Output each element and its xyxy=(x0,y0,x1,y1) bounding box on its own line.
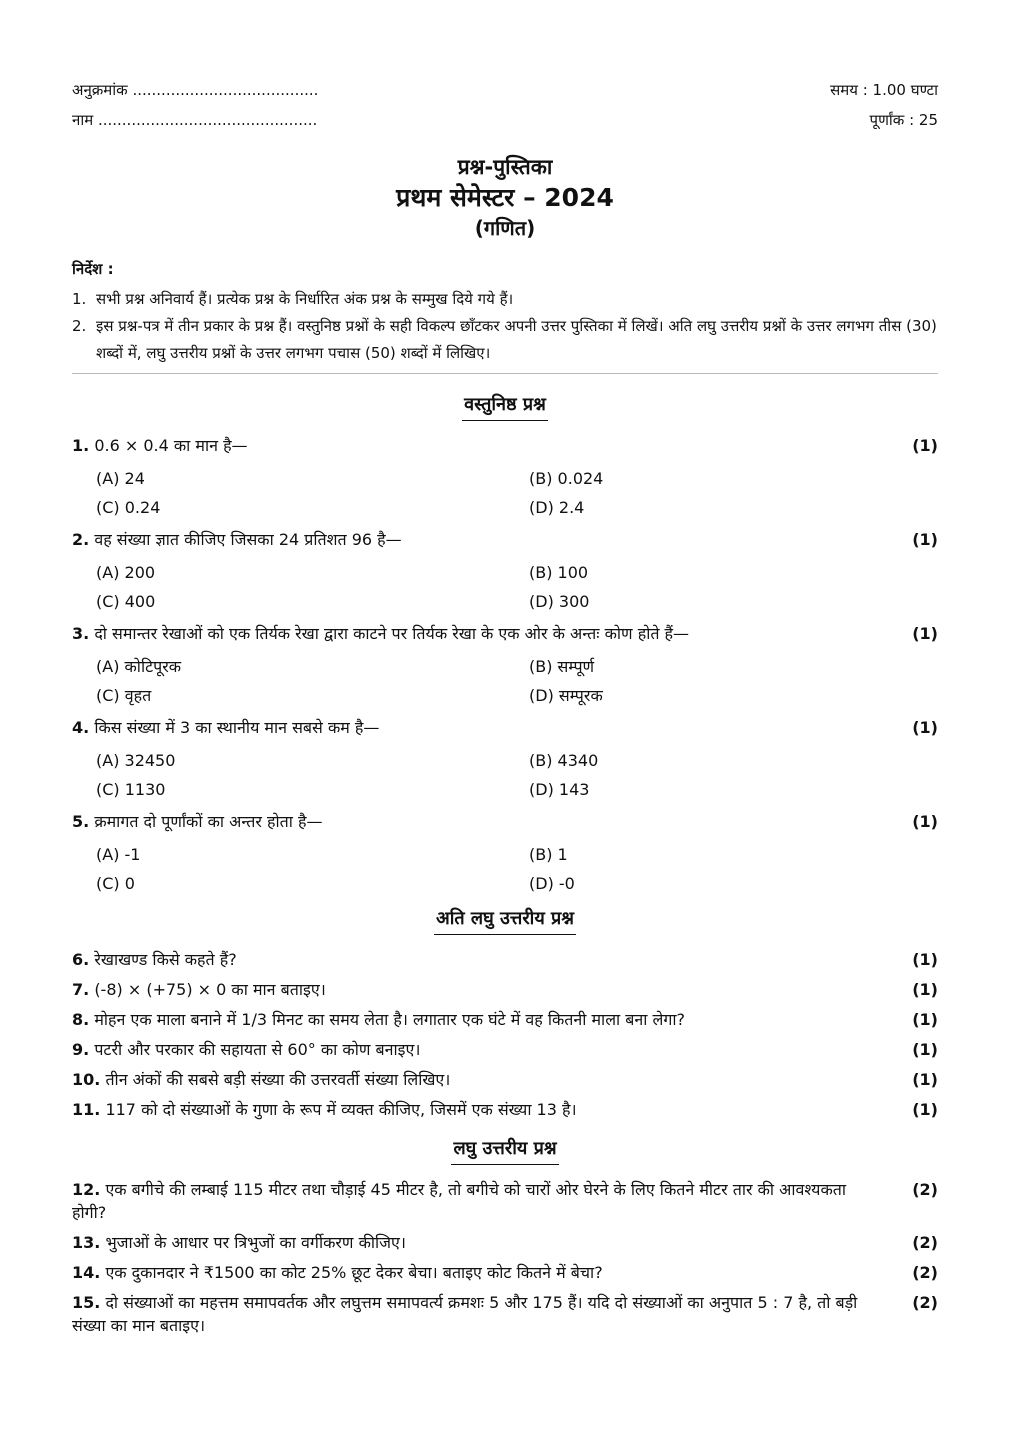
divider xyxy=(72,373,938,374)
question-number: 5. xyxy=(72,812,90,831)
question xyxy=(72,1261,938,1284)
instruction-item xyxy=(72,286,938,313)
question xyxy=(72,528,938,551)
question-marks: (1) xyxy=(912,1070,938,1089)
question-text: वह संख्या ज्ञात कीजिए जिसका 24 प्रतिशत 96 है— xyxy=(94,530,402,549)
question-marks: (1) xyxy=(912,718,938,737)
question-number: 9. xyxy=(72,1040,90,1059)
question-text: क्रमागत दो पूर्णांकों का अन्तर होता है— xyxy=(94,812,323,831)
option: (A) कोटिपूरक xyxy=(96,657,182,676)
instruction-text: सभी प्रश्न अनिवार्य हैं। प्रत्येक प्रश्न के निर्धारित अंक प्रश्न के सम्मुख दिये गये हैं। xyxy=(96,290,514,308)
question-text: एक बगीचे की लम्बाई 115 मीटर तथा चौड़ाई 45 मीटर है, तो बगीचे को चारों ओर घेरने के लिए कितने मीटर तार की आवश्यकता होगी? xyxy=(72,1180,847,1222)
option: (A) 24 xyxy=(96,469,145,488)
question xyxy=(72,1038,938,1061)
question-text: 0.6 × 0.4 का मान है— xyxy=(94,436,248,455)
question xyxy=(72,1008,938,1031)
total-marks-label: पूर्णांक : 25 xyxy=(869,111,938,129)
option: (B) सम्पूर्ण xyxy=(529,657,595,676)
option: (A) 200 xyxy=(96,563,156,582)
question-number: 7. xyxy=(72,980,90,999)
question-text: मोहन एक माला बनाने में 1/3 मिनट का समय लेता है। लगातार एक घंटे में वह कितनी माला बना लेगा? xyxy=(94,1010,686,1029)
question-number: 4. xyxy=(72,718,90,737)
question-marks: (1) xyxy=(912,950,938,969)
option: (C) 0 xyxy=(96,874,135,893)
question xyxy=(72,434,938,457)
question-text: किस संख्या में 3 का स्थानीय मान सबसे कम है— xyxy=(94,718,380,737)
option: (C) 400 xyxy=(96,592,156,611)
question-marks: (1) xyxy=(912,1040,938,1059)
name-label: नाम .............................................. xyxy=(72,111,318,129)
question-number: 13. xyxy=(72,1233,101,1252)
question-text: दो संख्याओं का महत्तम समापवर्तक और लघुत्तम समापवर्त्य क्रमशः 5 और 175 हैं। यदि दो संख्याओं का अनुपात 5 : 7 है, तो बड़ी संख्या का मान बताइए। xyxy=(72,1293,858,1335)
question-text: पटरी और परकार की सहायता से 60° का कोण बनाइए। xyxy=(94,1040,421,1059)
options xyxy=(72,652,938,710)
section-title-objective: वस्तुनिष्ठ प्रश्न xyxy=(72,390,938,434)
section-title-short: लघु उत्तरीय प्रश्न xyxy=(72,1134,938,1178)
instruction-item xyxy=(72,313,938,367)
instruction-number: 1. xyxy=(72,290,87,308)
option: (A) 32450 xyxy=(96,751,176,770)
option: (D) 2.4 xyxy=(529,498,585,517)
booklet-title: प्रश्न-पुस्तिका xyxy=(457,155,553,179)
options xyxy=(72,746,938,804)
question-marks: (1) xyxy=(912,624,938,643)
option: (C) 1130 xyxy=(96,780,166,799)
question-number: 14. xyxy=(72,1263,101,1282)
question-text: 117 को दो संख्याओं के गुणा के रूप में व्यक्त कीजिए, जिसमें एक संख्या 13 है। xyxy=(105,1100,577,1119)
question-number: 8. xyxy=(72,1010,90,1029)
question-marks: (1) xyxy=(912,530,938,549)
instruction-number: 2. xyxy=(72,317,87,335)
option: (A) -1 xyxy=(96,845,141,864)
option: (B) 100 xyxy=(529,563,589,582)
options xyxy=(72,840,938,898)
option: (D) 143 xyxy=(529,780,590,799)
options xyxy=(72,558,938,616)
question-number: 1. xyxy=(72,436,90,455)
question-marks: (2) xyxy=(912,1233,938,1252)
question-marks: (1) xyxy=(912,1100,938,1119)
question-number: 12. xyxy=(72,1180,101,1199)
options xyxy=(72,464,938,522)
question-number: 3. xyxy=(72,624,90,643)
exam-title: प्रथम सेमेस्टर – 2024 xyxy=(396,183,614,212)
question xyxy=(72,948,938,971)
option: (D) -0 xyxy=(529,874,575,893)
question-text: भुजाओं के आधार पर त्रिभुजों का वर्गीकरण कीजिए। xyxy=(105,1233,406,1252)
question xyxy=(72,622,938,645)
question xyxy=(72,1291,938,1337)
instruction-text: इस प्रश्न-पत्र में तीन प्रकार के प्रश्न हैं। वस्तुनिष्ठ प्रश्नों के सही विकल्प छाँटकर अपनी उत्तर पुस्तिका में लिखें। अति लघु उत्तरीय प्रश्नों के उत्तर लगभग तीस (30) शब्दों में, लघु उत्तरीय प्रश्नों के उत्तर लगभग पचास (50) शब्दों में लिखिए। xyxy=(96,317,937,362)
option: (D) सम्पूरक xyxy=(529,686,603,705)
question-marks: (2) xyxy=(912,1263,938,1282)
question-text: रेखाखण्ड किसे कहते हैं? xyxy=(94,950,237,969)
instructions xyxy=(72,258,938,367)
roll-number-label: अनुक्रमांक ....................................... xyxy=(72,81,319,99)
question-text: (-8) × (+75) × 0 का मान बताइए। xyxy=(94,980,326,999)
question-text: तीन अंकों की सबसे बड़ी संख्या की उत्तरवर्ती संख्या लिखिए। xyxy=(105,1070,451,1089)
paper-meta xyxy=(72,80,938,140)
subject-title: (गणित) xyxy=(474,216,536,240)
question-number: 6. xyxy=(72,950,90,969)
question xyxy=(72,1068,938,1091)
question xyxy=(72,1231,938,1254)
section-title-very-short: अति लघु उत्तरीय प्रश्न xyxy=(72,904,938,948)
question-marks: (1) xyxy=(912,812,938,831)
instructions-title: निर्देश : xyxy=(72,260,114,278)
question xyxy=(72,810,938,833)
option: (C) 0.24 xyxy=(96,498,161,517)
question-marks: (2) xyxy=(912,1180,938,1199)
questions-content xyxy=(72,390,938,1344)
question-marks: (2) xyxy=(912,1293,938,1312)
question-number: 15. xyxy=(72,1293,101,1312)
option: (B) 4340 xyxy=(529,751,599,770)
option: (C) वृहत xyxy=(96,686,152,705)
paper-heading xyxy=(72,152,938,242)
question-text: दो समान्तर रेखाओं को एक तिर्यक रेखा द्वारा काटने पर तिर्यक रेखा के एक ओर के अन्तः कोण होते हैं— xyxy=(94,624,690,643)
question-number: 10. xyxy=(72,1070,101,1089)
question-text: एक दुकानदार ने ₹1500 का कोट 25% छूट देकर बेचा। बताइए कोट कितने में बेचा? xyxy=(105,1263,603,1282)
time-label: समय : 1.00 घण्टा xyxy=(830,81,938,99)
question-number: 2. xyxy=(72,530,90,549)
option: (B) 0.024 xyxy=(529,469,604,488)
option: (D) 300 xyxy=(529,592,590,611)
question-marks: (1) xyxy=(912,1010,938,1029)
question xyxy=(72,716,938,739)
question-marks: (1) xyxy=(912,436,938,455)
question xyxy=(72,1098,938,1121)
question-number: 11. xyxy=(72,1100,101,1119)
question-marks: (1) xyxy=(912,980,938,999)
question xyxy=(72,978,938,1001)
option: (B) 1 xyxy=(529,845,568,864)
question xyxy=(72,1178,938,1224)
